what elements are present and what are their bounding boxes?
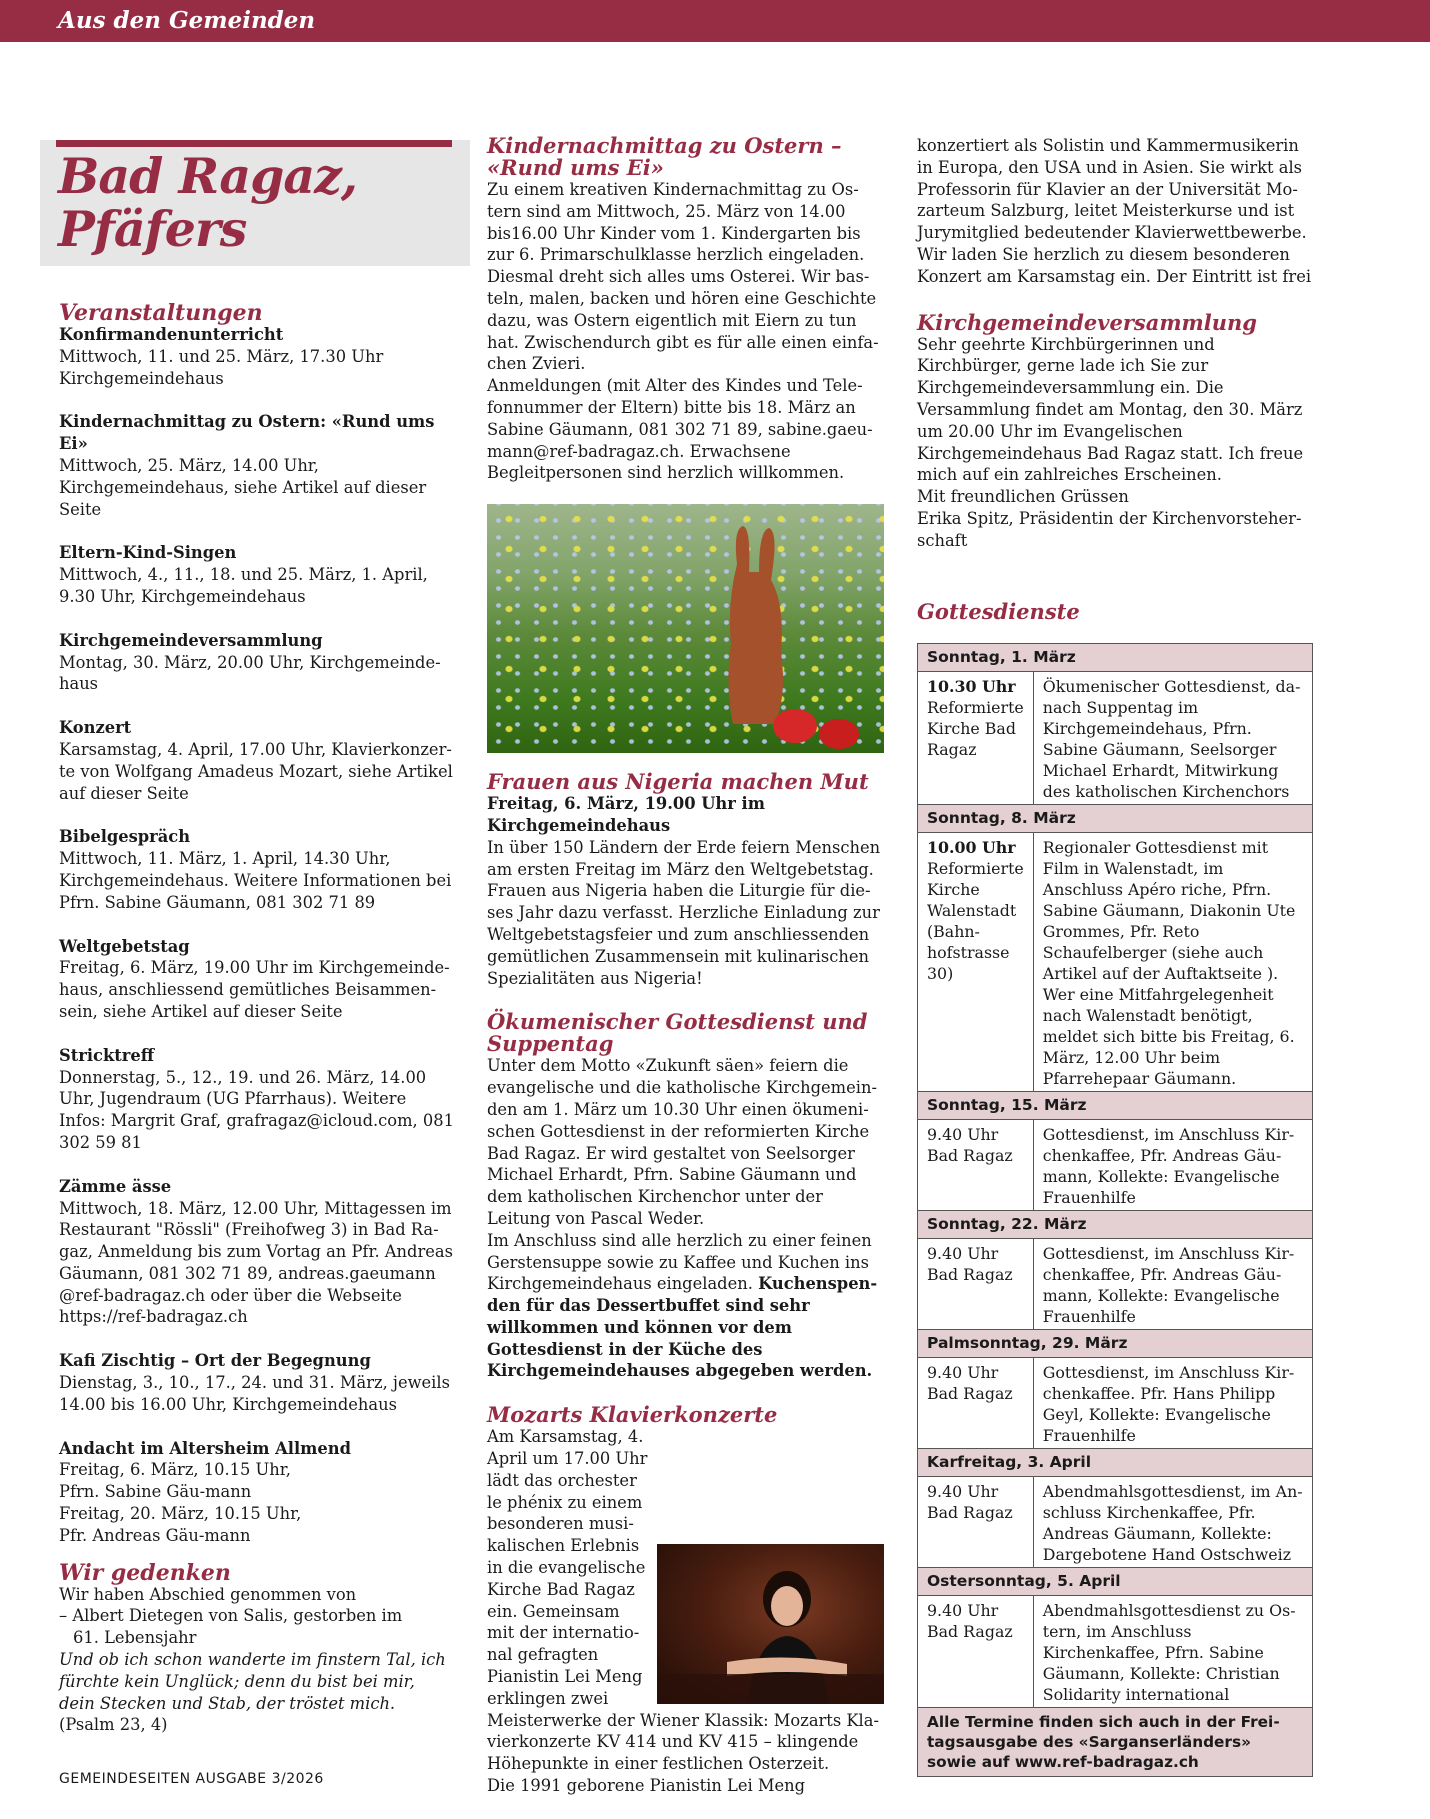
service-time-place bbox=[918, 1595, 1034, 1707]
event-item bbox=[59, 936, 455, 1023]
event-title: Kafi Zischtig – Ort der Begegnung bbox=[59, 1351, 371, 1371]
column-info bbox=[917, 135, 1313, 1777]
event-item bbox=[59, 717, 455, 804]
event-title: Stricktreff bbox=[59, 1045, 155, 1065]
column-events bbox=[59, 302, 455, 1736]
gottesdienste-heading: Gottesdienste bbox=[917, 598, 1080, 624]
parish-title-line2: Pfäfers bbox=[58, 200, 247, 258]
event-title: Eltern-Kind-Singen bbox=[59, 543, 237, 563]
mozart-pianist-intro: Die 1991 geborene Pianistin Lei Meng bbox=[487, 1776, 806, 1796]
service-description: Gottesdienst, im Anschluss Kirchenkaffee. Pfr. Hans Philipp Geyl, Kollekte: Evangelische Frauenhilfe bbox=[1033, 1357, 1312, 1448]
wooden-bunny-figure bbox=[715, 524, 795, 724]
service-day: Palmsonntag, 29. März bbox=[918, 1329, 1313, 1357]
oekumene-invite: Im Anschluss sind alle herzlich zu einer feinen Gerstensuppe sowie zu Kaffee und Kuchen ins Kirchgemeindehaus eingeladen. bbox=[487, 1230, 872, 1294]
service-time: 9.40 Uhr bbox=[927, 1481, 999, 1501]
event-details: Karsamstag, 4. April, 17.00 Uhr, Klavierkonzerte von Wolfgang Amadeus Mozart, siehe Artikel auf dieser Seite bbox=[59, 739, 453, 803]
gedenken-quote bbox=[59, 1649, 455, 1736]
event-item bbox=[59, 1045, 455, 1154]
schedule-day-row bbox=[918, 1329, 1313, 1357]
event-title: Weltgebetstag bbox=[59, 936, 190, 956]
service-description: Abendmahlsgottesdienst, im Anschluss Kirchenkaffee, Pfr. Andreas Gäumann, Kollekte: Dargebotene Hand Ostschweiz bbox=[1033, 1476, 1312, 1567]
service-place: Bad Ragaz bbox=[927, 1383, 1013, 1403]
service-time-place bbox=[918, 1238, 1034, 1329]
service-time-place bbox=[918, 1476, 1034, 1567]
schedule-footer-note: Alle Termine finden sich auch in der Freitagsausgabe des «Sarganserländers» sowie auf www.ref-badragaz.ch bbox=[918, 1707, 1313, 1776]
oekumene-paragraph: Unter dem Motto «Zukunft säen» feiern die evangelische und die katholische Kirchgemeinden am 1. März um 10.30 Uhr einen ökumenischen Gottesdienst in der reformierten Kirche Bad Ragaz. Er wird gestaltet von Seelsorger Michael Erhardt, Pfrn. Sabine Gäumann und dem katholischen Kirchenchor unter der Leitung von Pascal Weder. bbox=[487, 1056, 877, 1228]
service-place: Bad Ragaz bbox=[927, 1502, 1013, 1522]
versammlung-signature: Erika Spitz, Präsidentin der Kirchenvorsteherschaft bbox=[917, 508, 1302, 550]
psalm-quote: Und ob ich schon wanderte im finstern Tal, ich fürchte kein Unglück; denn du bist bei mir, dein Stecken und Stab, der tröstet mich. bbox=[59, 1650, 446, 1713]
event-item bbox=[59, 324, 455, 389]
service-description: Gottesdienst, im Anschluss Kirchenkaffee, Pfr. Andreas Gäumann, Kollekte: Evangelische Frauenhilfe bbox=[1033, 1119, 1312, 1210]
parish-title bbox=[58, 147, 357, 258]
mozart-heading: Mozarts Klavierkonzerte bbox=[487, 1402, 778, 1428]
event-details: Donnerstag, 5., 12., 19. und 26. März, 14.00 Uhr, Jugendraum (UG Pfarrhaus). Weitere Infos: Margrit Graf, grafragaz@icloud.com, 081 302 59 81 bbox=[59, 1067, 454, 1152]
event-details: Dienstag, 3., 10., 17., 24. und 31. März, jeweils 14.00 bis 16.00 Uhr, Kirchgemeindehaus bbox=[59, 1373, 450, 1414]
event-details: Montag, 30. März, 20.00 Uhr, Kirchgemeindehaus bbox=[59, 652, 441, 694]
service-description: Ökumenischer Gottesdienst, danach Suppentag im Kirchgemeindehaus, Pfrn. Sabine Gäumann, Seelsorger Michael Erhardt, Mitwirkung des katholischen Kirchenchors bbox=[1033, 671, 1312, 804]
service-place: Bad Ragaz bbox=[927, 1145, 1013, 1165]
versammlung-heading: Kirchgemeindeversammlung bbox=[917, 309, 1257, 335]
column-articles bbox=[487, 135, 884, 1797]
andacht-line: Pfr. Andreas Gäu-mann bbox=[59, 1525, 251, 1545]
service-time: 9.40 Uhr bbox=[927, 1243, 999, 1263]
schedule-service-row bbox=[918, 671, 1313, 804]
event-details: Mittwoch, 4., 11., 18. und 25. März, 1. April, 9.30 Uhr, Kirchgemeindehaus bbox=[59, 565, 428, 606]
mozart-intro bbox=[487, 1426, 884, 1797]
service-schedule-table bbox=[917, 643, 1313, 1777]
events-heading: Veranstaltungen bbox=[59, 300, 263, 326]
andacht-line: Pfrn. Sabine Gäu-mann bbox=[59, 1482, 252, 1502]
service-day: Sonntag, 8. März bbox=[918, 804, 1313, 832]
parish-title-box bbox=[40, 140, 470, 266]
event-item bbox=[59, 411, 455, 520]
pianist-figure bbox=[657, 1544, 884, 1704]
event-item bbox=[59, 542, 455, 607]
event-andacht bbox=[59, 1438, 455, 1547]
event-item bbox=[59, 1176, 455, 1329]
oekumene-paragraph-2 bbox=[487, 1230, 884, 1383]
service-place: Bad Ragaz bbox=[927, 1264, 1013, 1284]
nigeria-text: In über 150 Ländern der Erde feiern Menschen am ersten Freitag im März den Weltgebetstag. Frauen aus Nigeria haben die Liturgie für dieses Jahr dazu verfasst. Herzliche Einladung zur Weltgebetstagsfeier und zum anschliessenden gemütlichen Zusammensein mit kulinarischen Spezialitäten aus Nigeria! bbox=[487, 837, 881, 988]
service-time-place bbox=[918, 1357, 1034, 1448]
service-time: 9.40 Uhr bbox=[927, 1124, 999, 1144]
schedule-footer-row bbox=[918, 1707, 1313, 1776]
kinder-registration: Anmeldungen (mit Alter des Kindes und Telefonnummer der Eltern) bitte bis 18. März an Sabine Gäumann, 081 302 71 89, sabine.gaeumann@ref-badragaz.ch. Erwachsene Begleitpersonen sind herzlich willkommen. bbox=[487, 376, 873, 483]
event-title: Konzert bbox=[59, 718, 132, 738]
service-day: Sonntag, 22. März bbox=[918, 1210, 1313, 1238]
mozart-continuation: konzertiert als Solistin und Kammermusikerin in Europa, den USA und in Asien. Sie wirkt als Professorin für Klavier an der Universität Mozarteum Salzburg, leitet Meisterkurse und ist Jurymitglied bedeutender Klavierwettbewerbe. Wir laden Sie herzlich zu diesem besonderen Konzert am Karsamstag ein. Der Eintritt ist frei bbox=[917, 136, 1312, 286]
event-details: Mittwoch, 18. März, 12.00 Uhr, Mittagessen im Restaurant "Rössli" (Freihofweg 3) in Bad Ragaz, Anmeldung bis zum Vortag an Pfr. Andreas Gäumann, 081 302 71 89, andreas.gaeumann @ref-badragaz.ch oder über die Webseite https://ref-badragaz.ch bbox=[59, 1198, 453, 1327]
andacht-line: Freitag, 20. März, 10.15 Uhr, bbox=[59, 1504, 302, 1524]
kinder-heading: Kindernachmittag zu Ostern – «Rund ums Ei» bbox=[487, 133, 842, 180]
event-title: Kindernachmittag zu Ostern: «Rund ums Ei» bbox=[59, 412, 435, 454]
psalm-reference: (Psalm 23, 4) bbox=[59, 1715, 168, 1735]
red-eggs bbox=[767, 704, 867, 752]
event-title: Kirchgemeindeversammlung bbox=[59, 630, 323, 650]
mozart-text: Am Karsamstag, 4. April um 17.00 Uhr lädt das orchester le phénix zu einem besonderen musikalischen Erlebnis in die evangelische Kirche Bad Ragaz ein. Gemeinsam mit der international gefragten Pianistin Lei Meng erklingen zwei Meisterwerke der Wiener Klassik: Mozarts Klavierkonzerte KV 414 und KV 415 – klingende Höhepunkte in einer festlichen Osterzeit. bbox=[487, 1427, 879, 1774]
schedule-day-row bbox=[918, 1567, 1313, 1595]
nigeria-subheading: Freitag, 6. März, 19.00 Uhr im Kirchgemeindehaus bbox=[487, 794, 765, 835]
page-footer: GEMEINDESEITEN AUSGABE 3/2026 bbox=[59, 1771, 324, 1787]
gedenken-heading: Wir gedenken bbox=[59, 1559, 231, 1586]
schedule-service-row bbox=[918, 1357, 1313, 1448]
schedule-service-row bbox=[918, 1476, 1313, 1567]
schedule-day-row bbox=[918, 1091, 1313, 1119]
service-description: Regionaler Gottesdienst mit Film in Walenstadt, im Anschluss Apéro riche, Pfrn. Sabine Gäumann, Diakonin Ute Grommes, Pfr. Reto Schaufelberger (siehe auch Artikel auf der Auftaktseite ). Wer eine Mitfahrgelegenheit nach Walenstadt benötigt, meldet sich bitte bis Freitag, 6. März, 12.00 Uhr beim Pfarrehepaar Gäumann. bbox=[1033, 832, 1312, 1091]
service-time: 10.30 Uhr bbox=[927, 676, 1016, 696]
pianist-photo bbox=[657, 1544, 884, 1704]
event-title: Bibelgespräch bbox=[59, 827, 191, 847]
schedule-service-row bbox=[918, 832, 1313, 1091]
schedule-body bbox=[918, 643, 1313, 1707]
event-item bbox=[59, 630, 455, 695]
kinder-paragraph: Zu einem kreativen Kindernachmittag zu Ostern sind am Mittwoch, 25. März von 14.00 bis16.00 Uhr Kinder vom 1. Kindergarten bis zur 6. Primarschulklasse herzlich eingeladen. Diesmal dreht sich alles ums Osterei. Wir basteln, malen, backen und hören eine Geschichte dazu, was Ostern eigentlich mit Eiern zu tun hat. Zwischendurch gibt es für alle einen einfachen Zvieri. bbox=[487, 180, 879, 374]
versammlung-greeting: Mit freundlichen Grüssen bbox=[917, 487, 1129, 507]
service-time: 9.40 Uhr bbox=[927, 1600, 999, 1620]
service-place: Reformierte Kirche Walenstadt (Bahnhofstrasse 30) bbox=[927, 858, 1024, 983]
event-item bbox=[59, 826, 455, 913]
service-place: Reformierte Kirche Bad Ragaz bbox=[927, 697, 1024, 759]
event-details: Freitag, 6. März, 19.00 Uhr im Kirchgemeindehaus, anschliessend gemütliches Beisammensein, siehe Artikel auf dieser Seite bbox=[59, 958, 450, 1021]
schedule-day-row bbox=[918, 804, 1313, 832]
schedule-day-row bbox=[918, 1210, 1313, 1238]
schedule-day-row bbox=[918, 643, 1313, 671]
oekumene-heading: Ökumenischer Gottesdienst und Suppentag bbox=[487, 1009, 868, 1057]
service-description: Gottesdienst, im Anschluss Kirchenkaffee, Pfr. Andreas Gäumann, Kollekte: Evangelische Frauenhilfe bbox=[1033, 1238, 1312, 1329]
event-details: Mittwoch, 11. März, 1. April, 14.30 Uhr, Kirchgemeindehaus. Weitere Informationen bei Pfrn. Sabine Gäumann, 081 302 71 89 bbox=[59, 849, 452, 912]
event-details: Mittwoch, 11. und 25. März, 17.30 Uhr Kirchgemeindehaus bbox=[59, 346, 384, 388]
section-title: Aus den Gemeinden bbox=[58, 7, 316, 34]
service-time-place bbox=[918, 671, 1034, 804]
service-day: Sonntag, 1. März bbox=[918, 643, 1313, 671]
easter-bunny-photo bbox=[487, 504, 884, 753]
section-header-bar bbox=[0, 0, 1430, 42]
parish-title-line1: Bad Ragaz, bbox=[58, 147, 357, 205]
service-description: Abendmahlsgottesdienst zu Ostern, im Anschluss Kirchenkaffee, Pfrn. Sabine Gäumann, Kollekte: Christian Solidarity international bbox=[1033, 1595, 1312, 1707]
schedule-day-row bbox=[918, 1448, 1313, 1476]
service-time: 10.00 Uhr bbox=[927, 837, 1016, 857]
event-details: Mittwoch, 25. März, 14.00 Uhr, Kirchgemeindehaus, siehe Artikel auf dieser Seite bbox=[59, 455, 427, 519]
service-day: Ostersonntag, 5. April bbox=[918, 1567, 1313, 1595]
schedule-service-row bbox=[918, 1238, 1313, 1329]
service-day: Sonntag, 15. März bbox=[918, 1091, 1313, 1119]
gedenken-person: – Albert Dietegen von Salis, gestorben im bbox=[59, 1606, 403, 1626]
event-title: Zämme ässe bbox=[59, 1176, 172, 1196]
schedule-service-row bbox=[918, 1119, 1313, 1210]
event-title: Andacht im Altersheim Allmend bbox=[59, 1438, 351, 1458]
events-list bbox=[59, 324, 455, 1416]
event-title: Konfirmandenunterricht bbox=[59, 325, 284, 344]
service-time-place bbox=[918, 1119, 1034, 1210]
versammlung-text: Sehr geehrte Kirchbürgerinnen und Kirchbürger, gerne lade ich Sie zur Kirchgemeindeversammlung ein. Die Versammlung findet am Montag, den 30. März um 20.00 Uhr im Evangelischen Kirchgemeindehaus Bad Ragaz statt. Ich freue mich auf ein zahlreiches Erscheinen. bbox=[917, 334, 1304, 485]
service-day: Karfreitag, 3. April bbox=[918, 1448, 1313, 1476]
event-item bbox=[59, 1350, 455, 1415]
nigeria-heading: Frauen aus Nigeria machen Mut bbox=[487, 769, 869, 795]
schedule-service-row bbox=[918, 1595, 1313, 1707]
title-rule bbox=[56, 140, 452, 147]
andacht-line: Freitag, 6. März, 10.15 Uhr, bbox=[59, 1460, 291, 1480]
service-time: 9.40 Uhr bbox=[927, 1362, 999, 1382]
service-time-place bbox=[918, 832, 1034, 1091]
gedenken-person-age: 61. Lebensjahr bbox=[73, 1628, 197, 1648]
service-place: Bad Ragaz bbox=[927, 1621, 1013, 1641]
gedenken-intro: Wir haben Abschied genommen von bbox=[59, 1584, 357, 1604]
oekumene-cake-note: Kuchenspenden für das Dessertbuffet sind sehr willkommen und können vor dem Gottesdienst in der Küche des Kirchgemeindehauses abgegeben werden. bbox=[487, 1274, 878, 1381]
